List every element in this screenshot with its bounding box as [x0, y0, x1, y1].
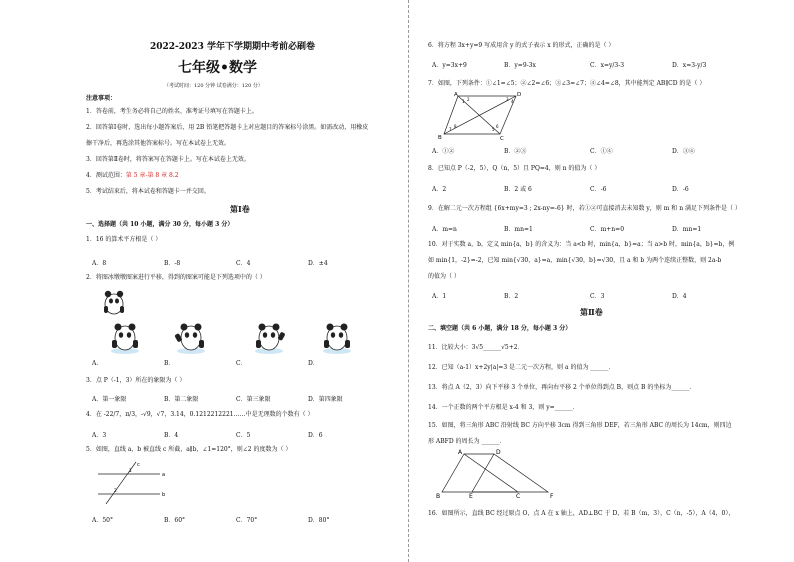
label-1: 1	[129, 469, 132, 474]
panda-option-b-icon[interactable]	[174, 318, 208, 356]
exam-title: 2022-2023 学年下学期期中考前必刷卷	[150, 42, 315, 52]
q7-option-b[interactable]: B．②③	[504, 148, 527, 155]
note-item: 擦干净后，再选涂其他答案标号。写在本试卷上无效。	[86, 140, 231, 147]
label-c: c	[137, 462, 140, 468]
q3-option-d[interactable]: D．第四象限	[308, 396, 343, 403]
label-8: 8	[454, 124, 457, 129]
q3-option-b[interactable]: B．第二象限	[164, 396, 199, 403]
label-A: A	[454, 92, 458, 98]
q5-option-a[interactable]: A．50°	[92, 517, 113, 524]
question-7-stem: 7．如图，下列条件：①∠1=∠5；②∠2=∠6；③∠3=∠7；④∠4=∠8，其中能判定 AB∥CD 的是（ ）	[428, 80, 706, 87]
question-16-stem: 16．如图所示，直线 BC 经过原点 O，点 A 在 x 轴上，AD⊥BC 于 D，若 B（m，3），C（n，-5），A（4，0），	[428, 510, 735, 517]
q5-option-c[interactable]: C．70°	[236, 517, 258, 524]
panda-reference-icon	[100, 286, 128, 316]
q7-option-a[interactable]: A．①②	[432, 148, 455, 155]
q3-option-a[interactable]: A．第一象限	[92, 396, 127, 403]
q9-option-a[interactable]: A．m=n	[432, 226, 457, 233]
question-4-stem: 4．在 -22/7，π/3，-√9，√7，3.14，0.1212212221……中是无理数的个数有（ ）	[86, 411, 314, 418]
q4-option-d[interactable]: D．6	[308, 432, 323, 439]
panda-option-c-icon[interactable]	[252, 318, 286, 356]
question-10-stem-2: 如 min{1，-2}=-2，已知 min{√30，a}=a，min{√30，b}=√30，且 a 和 b 为两个连续正整数，则 2a-b	[428, 257, 722, 264]
q1-option-d[interactable]: D．±4	[308, 260, 328, 267]
q8-option-a[interactable]: A．2	[432, 186, 447, 193]
label-5: 5	[492, 127, 495, 132]
q6-option-d[interactable]: D．x=3-y/3	[672, 62, 707, 69]
exam-subject: 七年级•数学	[178, 60, 257, 76]
label-2: 2	[467, 97, 470, 102]
q6-option-a[interactable]: A．y=3x+9	[432, 62, 467, 69]
q3-option-c[interactable]: C．第三象限	[236, 396, 271, 403]
label-7: 7	[449, 127, 452, 132]
question-15-stem-2: 形 ABFD 的周长为 ______．	[428, 438, 506, 445]
label-b: b	[162, 492, 166, 498]
exam-meta: （考试时间：120 分钟 试卷满分：120 分）	[164, 83, 263, 89]
note-item: 3．回答第Ⅱ卷时，将答案写在答题卡上。写在本试卷上无效。	[86, 156, 250, 163]
q1-option-b[interactable]: B．-8	[164, 260, 181, 267]
label-1: 1	[462, 99, 465, 104]
label-3: 3	[506, 97, 509, 102]
question-10-stem-1: 10．对于实数 a，b，定义 min{a，b} 的含义为：当 a<b 时，min{a，b}=a；当 a>b 时，min{a，b}=b，例	[428, 241, 735, 248]
q10-option-d[interactable]: D．4	[672, 293, 687, 300]
q6-option-c[interactable]: C．x=y/3-3	[590, 62, 625, 69]
part1-title: 第Ⅰ卷	[230, 204, 250, 214]
q5-option-d[interactable]: D．80°	[308, 517, 330, 524]
q4-option-c[interactable]: C．5	[236, 432, 251, 439]
panda-option-d-icon[interactable]	[320, 318, 354, 356]
label-F: F	[550, 493, 554, 500]
question-13-stem: 13．将点 A（2，3）向下平移 3 个单位，再向右平移 2 个单位得到点 B，则点 B 的坐标为______．	[428, 384, 696, 391]
range-prefix: 4．测试范围：	[86, 172, 126, 179]
q5-option-b[interactable]: B．60°	[164, 517, 186, 524]
triangle-abc	[442, 454, 518, 492]
q7-option-c[interactable]: C．①④	[590, 148, 613, 155]
part2-title: 第Ⅱ卷	[580, 307, 603, 317]
question-5-stem: 5．如图，直线 a，b 被直线 c 所截，a∥b，∠1=120°，则∠2 的度数为（ ）	[86, 446, 292, 453]
label-a: a	[162, 472, 166, 478]
figure-7-quadrilateral	[436, 90, 524, 142]
figure-15-translated-triangles	[432, 448, 562, 500]
label-C: C	[516, 493, 521, 500]
q10-option-a[interactable]: A．1	[432, 293, 447, 300]
label-D: D	[496, 449, 501, 456]
question-8-stem: 8．已知点 P（-2，5），Q（n，5）且 PQ=4，则 n 的值为（ ）	[428, 165, 601, 172]
note-item: 5．考试结束后，将本试卷和答题卡一并交回。	[86, 188, 210, 195]
q1-option-a[interactable]: A．8	[92, 260, 107, 267]
part2-section: 二、填空题（共 6 小题，满分 18 分，每小题 3 分）	[428, 325, 572, 332]
q4-option-b[interactable]: B．4	[164, 432, 179, 439]
q2-option-d[interactable]: D．	[308, 360, 319, 367]
question-11-stem: 11．比较大小：3√5______√5+2．	[428, 344, 524, 351]
question-1-stem: 1．16 的算术平方根是（ ）	[86, 236, 162, 243]
right-column	[408, 0, 794, 562]
question-6-stem: 6．将方程 3x+y=9 写成用含 y 的式子表示 x 的形式，正确的是（ ）	[428, 42, 615, 49]
q4-option-a[interactable]: A．3	[92, 432, 107, 439]
q1-option-c[interactable]: C．4	[236, 260, 251, 267]
range-value: 第 5 章-第 8 章 8.2	[125, 172, 179, 179]
note-item: 2．回答第Ⅰ卷时，选出每小题答案后，用 2B 铅笔把答题卡上对应题目的答案标号涂黑。如需改动，用橡皮	[86, 124, 369, 131]
label-6: 6	[496, 124, 499, 129]
q10-option-b[interactable]: B．2	[504, 293, 519, 300]
question-12-stem: 12．已知（a-1）x+2y|a|=3 是二元一次方程，则 a 的值为 ______．	[428, 364, 615, 371]
label-C: C	[500, 136, 504, 142]
q2-option-a[interactable]: A．	[92, 360, 103, 367]
q8-option-d[interactable]: D．-6	[672, 186, 689, 193]
question-2-stem: 2．将图冰墩墩图案进行平移，得到的图案可能是下列选项中的（ ）	[86, 274, 266, 281]
q9-option-d[interactable]: D．mn=1	[672, 226, 702, 233]
q8-option-c[interactable]: C．-6	[590, 186, 607, 193]
question-14-stem: 14．一个正数的两个平方根是 x-4 和 3，则 y=______．	[428, 404, 579, 411]
q6-option-b[interactable]: B．y=9-3x	[504, 62, 536, 69]
question-3-stem: 3．点 P（-1，3）所在的象限为（ ）	[86, 377, 186, 384]
label-B: B	[436, 493, 441, 500]
label-2: 2	[114, 489, 117, 494]
panda-option-a-icon[interactable]	[108, 318, 142, 356]
figure-5-parallel-lines	[96, 460, 168, 506]
question-15-stem-1: 15．如图，将三角形 ABC 沿射线 BC 方向平移 3cm 得到三角形 DEF，若三角形 ABC 的周长为 14cm，则四边	[428, 422, 732, 429]
label-4: 4	[511, 99, 514, 104]
question-10-stem-3: 的值为（ ）	[428, 273, 460, 280]
part1-section: 一、选择题（共 10 小题，满分 30 分，每小题 3 分）	[86, 221, 234, 228]
note-item-range	[86, 172, 179, 180]
label-B: B	[438, 135, 442, 141]
label-D: D	[517, 92, 522, 98]
q9-option-c[interactable]: C．m+n=0	[590, 226, 625, 233]
q8-option-b[interactable]: B．2 或 6	[504, 186, 532, 193]
q2-option-b[interactable]: B．	[164, 360, 175, 367]
q9-option-b[interactable]: B．mn=1	[504, 226, 533, 233]
note-item: 1．答卷前，考生务必将自己的姓名、准考证号填写在答题卡上。	[86, 108, 258, 115]
label-E: E	[469, 493, 473, 500]
question-9-stem: 9．在解二元一次方程组 {6x+my=3 ; 2x-ny=-6} 时，若①②可直接消去未知数 y，则 m 和 n 满足下列条件是（ ）	[428, 205, 741, 212]
q2-option-c[interactable]: C．	[236, 360, 247, 367]
q10-option-c[interactable]: C．3	[590, 293, 605, 300]
q7-option-d[interactable]: D．③④	[672, 148, 695, 155]
label-A: A	[458, 449, 463, 456]
notes-heading: 注意事项：	[86, 95, 117, 102]
